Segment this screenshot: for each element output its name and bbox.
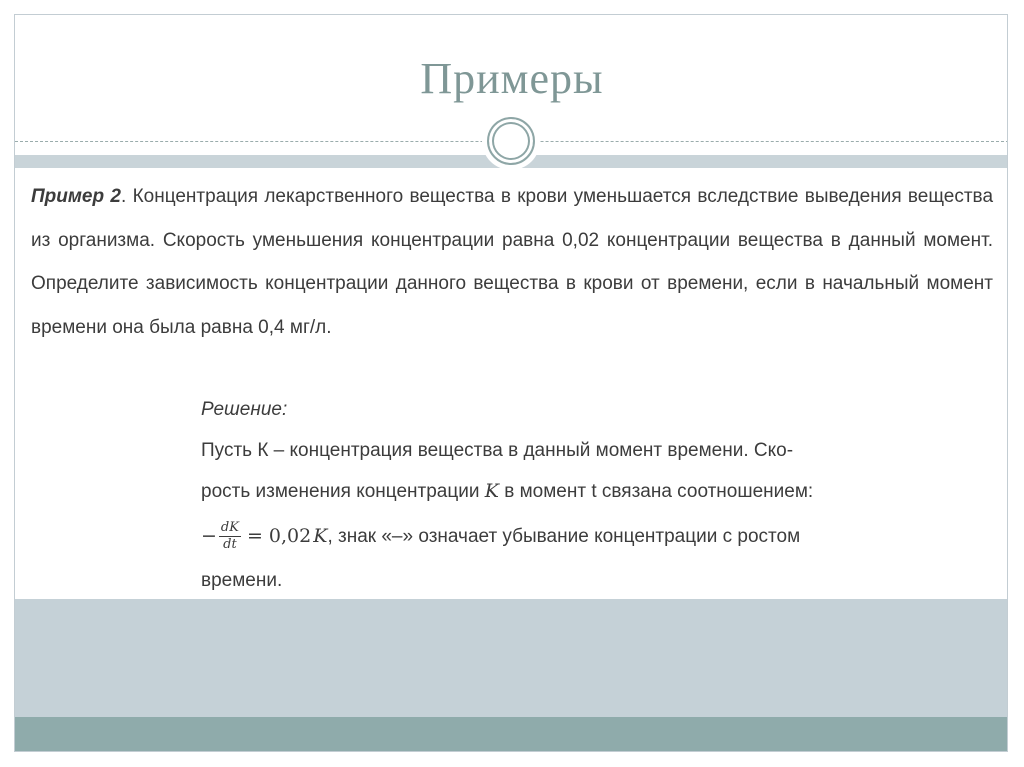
fraction-denominator: dt	[223, 536, 237, 552]
solution-line-4: времени.	[201, 570, 283, 591]
formula-rhs: = 0,02	[246, 524, 312, 547]
solution-heading: Решение:	[201, 399, 288, 420]
footer-band-dark	[15, 717, 1008, 752]
slide	[14, 14, 1008, 752]
solution-line-1: Пусть К – концентрация вещества в данный момент времени. Ско-	[201, 440, 794, 461]
problem-body: . Концентрация лекарственного вещества в крови уменьшается вследствие выведения вещества из организма. Скорость уменьшения концентрации равна 0,02 концентрации вещества в данный момент. Определите зависимость концентрации данного вещества в крови от времени, если в начальный момент времени она была равна 0,4 мг/л.	[31, 186, 994, 338]
circle-ornament-icon	[482, 112, 540, 170]
problem-lead: Пример 2	[31, 186, 121, 207]
derivative-fraction	[219, 520, 241, 553]
fraction-numerator: dK	[220, 519, 239, 535]
slide-title: Примеры	[420, 54, 604, 103]
footer-band-light	[15, 599, 1008, 717]
circle-ornament-ring	[487, 117, 535, 165]
variable-k: K	[484, 480, 499, 502]
problem-text	[31, 175, 993, 349]
formula-minus: −	[201, 524, 217, 547]
formula-variable-k: K	[313, 524, 328, 547]
formula-tail: , знак «–» означает убывание концентрации с ростом	[327, 525, 801, 547]
solution-line-2-b: в момент t связана соотношением:	[498, 481, 814, 502]
solution-block	[201, 389, 977, 601]
formula-line	[201, 512, 977, 560]
solution-line-2-a: рость изменения концентрации	[201, 481, 485, 502]
solution-line-2	[201, 471, 977, 512]
